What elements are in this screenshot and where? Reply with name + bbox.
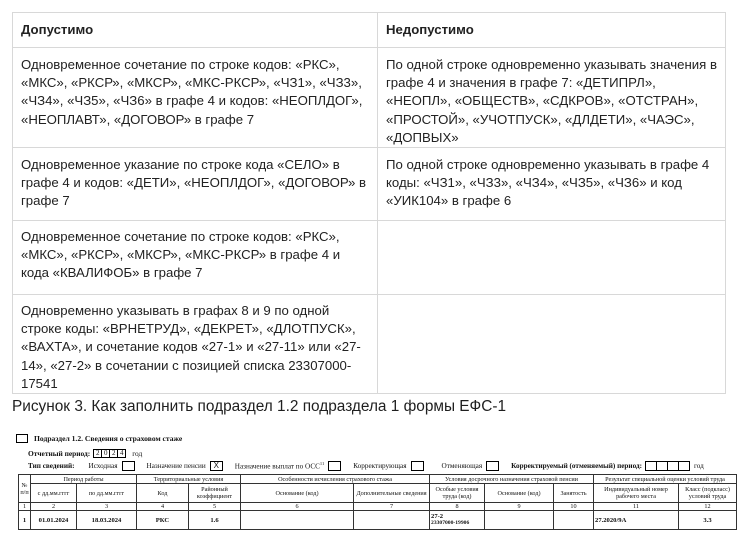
header-workplace: Индивидуальный номер рабочего места xyxy=(594,484,679,503)
figure-caption: Рисунок 3. Как заполнить подраздел 1.2 подраздела 1 формы ЕФС-1 xyxy=(12,398,507,415)
type-cancel: Отменяющая xyxy=(441,462,483,470)
header-to: по дд.мм.гггг xyxy=(77,484,137,503)
allowed-cell: Одновременное сочетание по строке кодов: «РКС», «МКС», «РКСР», «МКСР», «МКС-РКСР» в графе 4 и кода «КВАЛИФОБ» в графе 7 xyxy=(13,221,378,295)
forbidden-cell: По одной строке одновременно указывать в графе 4 коды: «ЧЗ1», «ЧЗ3», «ЧЗ4», «ЧЗ5», «ЧЗ6» и код «УИК104» в графе 6 xyxy=(378,148,726,221)
forbidden-cell xyxy=(378,221,726,295)
header-territorial: Территориальные условия xyxy=(137,475,241,484)
cell-workplace: 27.2020/9А xyxy=(594,511,679,530)
corrected-period-label: Корректируемый (отменяемый) период: xyxy=(511,462,642,470)
column-number: 11 xyxy=(594,503,679,511)
form-title: Подраздел 1.2. Сведения о страховом стаже xyxy=(34,433,183,443)
cell-special xyxy=(430,511,485,530)
header-num: № п/п xyxy=(19,475,31,503)
column-number: 4 xyxy=(137,503,189,511)
rules-row xyxy=(13,221,726,295)
type-pension: Назначение пенсии xyxy=(146,462,206,470)
header-from: с дд.мм.гггг xyxy=(31,484,77,503)
forbidden-cell xyxy=(378,295,726,394)
rules-row xyxy=(13,295,726,394)
type-corrective: Корректирующая xyxy=(353,462,407,470)
header-additional: Дополнительные сведения xyxy=(354,484,430,503)
rules-header-row xyxy=(13,13,726,48)
table-row xyxy=(19,511,737,530)
forbidden-cell: По одной строке одновременно указывать значения в графе 4 и значения в графе 7: «ДЕТИПРЛ», «НЕОПЛ», «ОБЩЕСТВ», «СДКРОВ», «ОТСТРАН», «ПРОСТОЙ», «УЧОТПУСК», «ДЛДЕТИ», «ЧАЭС», «ДОПВЫХ» xyxy=(378,48,726,148)
column-number: 5 xyxy=(189,503,241,511)
form-table xyxy=(18,474,737,530)
type-pension-checkbox xyxy=(210,461,223,471)
cell-basis xyxy=(241,511,354,530)
corrected-year-unit: год xyxy=(693,462,704,470)
cell-additional xyxy=(354,511,430,530)
checkbox-icon xyxy=(16,434,28,443)
type-corrective-checkbox xyxy=(411,461,424,471)
header-employment: Занятость xyxy=(554,484,594,503)
header-early: Условия досрочного назначения страховой пенсии xyxy=(430,475,594,484)
header-basis2: Основание (код) xyxy=(485,484,554,503)
cell-basis2 xyxy=(485,511,554,530)
header-class: Класс (подкласс) условий труда xyxy=(679,484,737,503)
type-label: Тип сведений: xyxy=(28,462,75,470)
cell-to: 18.03.2024 xyxy=(77,511,137,530)
allowed-cell: Одновременное сочетание по строке кодов: «РКС», «МКС», «РКСР», «МКСР», «МКС-РКСР», «ЧЗ1», «ЧЗ3», «ЧЗ4», «ЧЗ5», «ЧЗ6» в графе 4 и кодов: «НЕОПЛДОГ», «НЕОПЛАВТ», «ДОГОВОР» в графе 7 xyxy=(13,48,378,148)
type-payments: Назначение выплат по ОСС$^{11}$ xyxy=(234,461,325,471)
column-number: 8 xyxy=(430,503,485,511)
allowed-cell: Одновременно указывать в графах 8 и 9 по одной строке коды: «ВРНЕТРУД», «ДЕКРЕТ», «ДЛОТПУСК», «ВАХТА», и сочетание кодов «27-1» и «27-11» или «27-14», «27-2» в сочетании с позицией списка 23307000-17541 xyxy=(13,295,378,394)
cell-code: РКС xyxy=(137,511,189,530)
column-number: 6 xyxy=(241,503,354,511)
column-number: 9 xyxy=(485,503,554,511)
rules-row xyxy=(13,148,726,221)
year-digit: 2 xyxy=(109,449,118,458)
column-numbers-row xyxy=(19,503,737,511)
cell-employment xyxy=(554,511,594,530)
header-insurance: Особенности исчисления страхового стажа xyxy=(241,475,430,484)
corrected-year-boxes xyxy=(646,461,690,471)
allowed-cell: Одновременное указание по строке кода «СЕЛО» в графе 4 и кодов: «ДЕТИ», «НЕОПЛДОГ», «ДОГОВОР» в графе 7 xyxy=(13,148,378,221)
form-heading xyxy=(16,432,182,444)
cell-from: 01.01.2024 xyxy=(31,511,77,530)
cell-coef: 1.6 xyxy=(189,511,241,530)
column-number: 2 xyxy=(31,503,77,511)
cell-class: 3.3 xyxy=(679,511,737,530)
header-period: Период работы xyxy=(31,475,137,484)
report-period xyxy=(28,447,142,459)
type-cancel-checkbox xyxy=(486,461,499,471)
column-number: 1 xyxy=(19,503,31,511)
period-label: Отчетный период: xyxy=(28,448,91,458)
year-digit: 4 xyxy=(117,449,126,458)
header-basis: Основание (код) xyxy=(241,484,354,503)
column-number: 10 xyxy=(554,503,594,511)
header-special: Особые условия труда (код) xyxy=(430,484,485,503)
special-code: 27-2 xyxy=(431,513,444,520)
column-number: 12 xyxy=(679,503,737,511)
info-type-row xyxy=(28,460,704,472)
rules-table xyxy=(12,12,726,394)
year-digit: 0 xyxy=(101,449,110,458)
year-boxes xyxy=(94,449,126,458)
header-forbidden: Недопустимо xyxy=(378,13,726,48)
header-code: Код xyxy=(137,484,189,503)
check-mark-icon: X xyxy=(213,461,219,470)
type-initial: Исходная xyxy=(88,462,118,470)
type-initial-checkbox xyxy=(122,461,135,471)
header-coef: Районный коэффициент xyxy=(189,484,241,503)
year-unit: год xyxy=(132,448,143,458)
cell-num: 1 xyxy=(19,511,31,530)
special-list-position: 23307000-19906 xyxy=(431,520,470,526)
column-number: 3 xyxy=(77,503,137,511)
rules-row xyxy=(13,48,726,148)
header-assessment: Результат специальной оценки условий труда xyxy=(594,475,737,484)
type-payments-checkbox xyxy=(328,461,341,471)
form-efs1-image xyxy=(16,430,738,552)
column-number: 7 xyxy=(354,503,430,511)
header-allowed: Допустимо xyxy=(13,13,378,48)
year-digit: 2 xyxy=(93,449,102,458)
